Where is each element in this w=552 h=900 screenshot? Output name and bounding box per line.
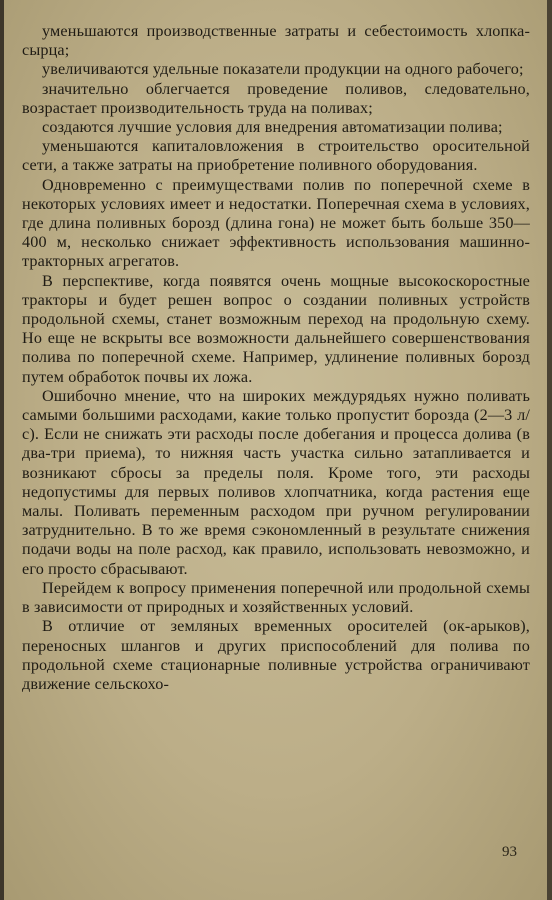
paragraph-2: увеличиваются удельные показатели продукции на одного рабочего; [42,60,524,79]
paragraph-8: Ошибочно мнение, что на широких междурядьях нужно поливать самыми большими расходами, какие только пропустит борозда (2—3 л/с). Если не снижать эти расходы после добегания и процесса долива (в два-три приема), то нижняя часть участка сильно затапливается и возникают сбросы за пределы поля. Кроме того, эти расходы недопустимы для первых поливов хлопчатника, когда растения еще малы. Поливать переменным расходом при ручном регулировании затруднительно. В то же время сэкономленный в результате снижения подачи воды на поле расход, как правило, использовать невозможно, и его просто сбрасывают. [22,386,530,578]
body-text [22,22,530,694]
paragraph-4: создаются лучшие условия для внедрения автоматизации полива; [42,118,503,137]
paragraph-9: Перейдем к вопросу применения поперечной или продольной схемы в зависимости от природных и хозяйственных условий. [22,578,530,617]
paragraph-1: уменьшаются производственные затраты и себестоимость хлопка-сырца; [22,22,530,60]
paragraph-10: В отличие от земляных временных оросителей (ок-арыков), переносных шлангов и других приспособлений для полива по продольной схеме стационарные поливные устройства ограничивают движение сельскохо- [22,617,530,693]
paragraph-5: уменьшаются капиталовложения в строительство оросительной сети, а также затраты на приобретение поливного оборудования. [22,137,530,175]
paragraph-3: значительно облегчается проведение поливов, следовательно, возрастает производительность труда на поливах; [22,79,530,117]
page-number: 93 [502,844,517,860]
paragraph-6: Одновременно с преимуществами полив по поперечной схеме в некоторых условиях имеет и недостатки. Поперечная схема в условиях, где длина поливных борозд (длина гона) не может быть больше 350—400 м, несколько снижает эффективность использования машинно-тракторных агрегатов. [22,175,530,271]
paragraph-7: В перспективе, когда появятся очень мощные высокоскоростные тракторы и будет решен вопрос о создании поливных устройств продольной схемы, станет возможным переход на продольную схему. Но еще не вскрыты все возможности дальнейшего совершенствования полива по поперечной схеме. Например, удлинение поливных борозд путем обработок почвы их ложа. [22,271,530,386]
